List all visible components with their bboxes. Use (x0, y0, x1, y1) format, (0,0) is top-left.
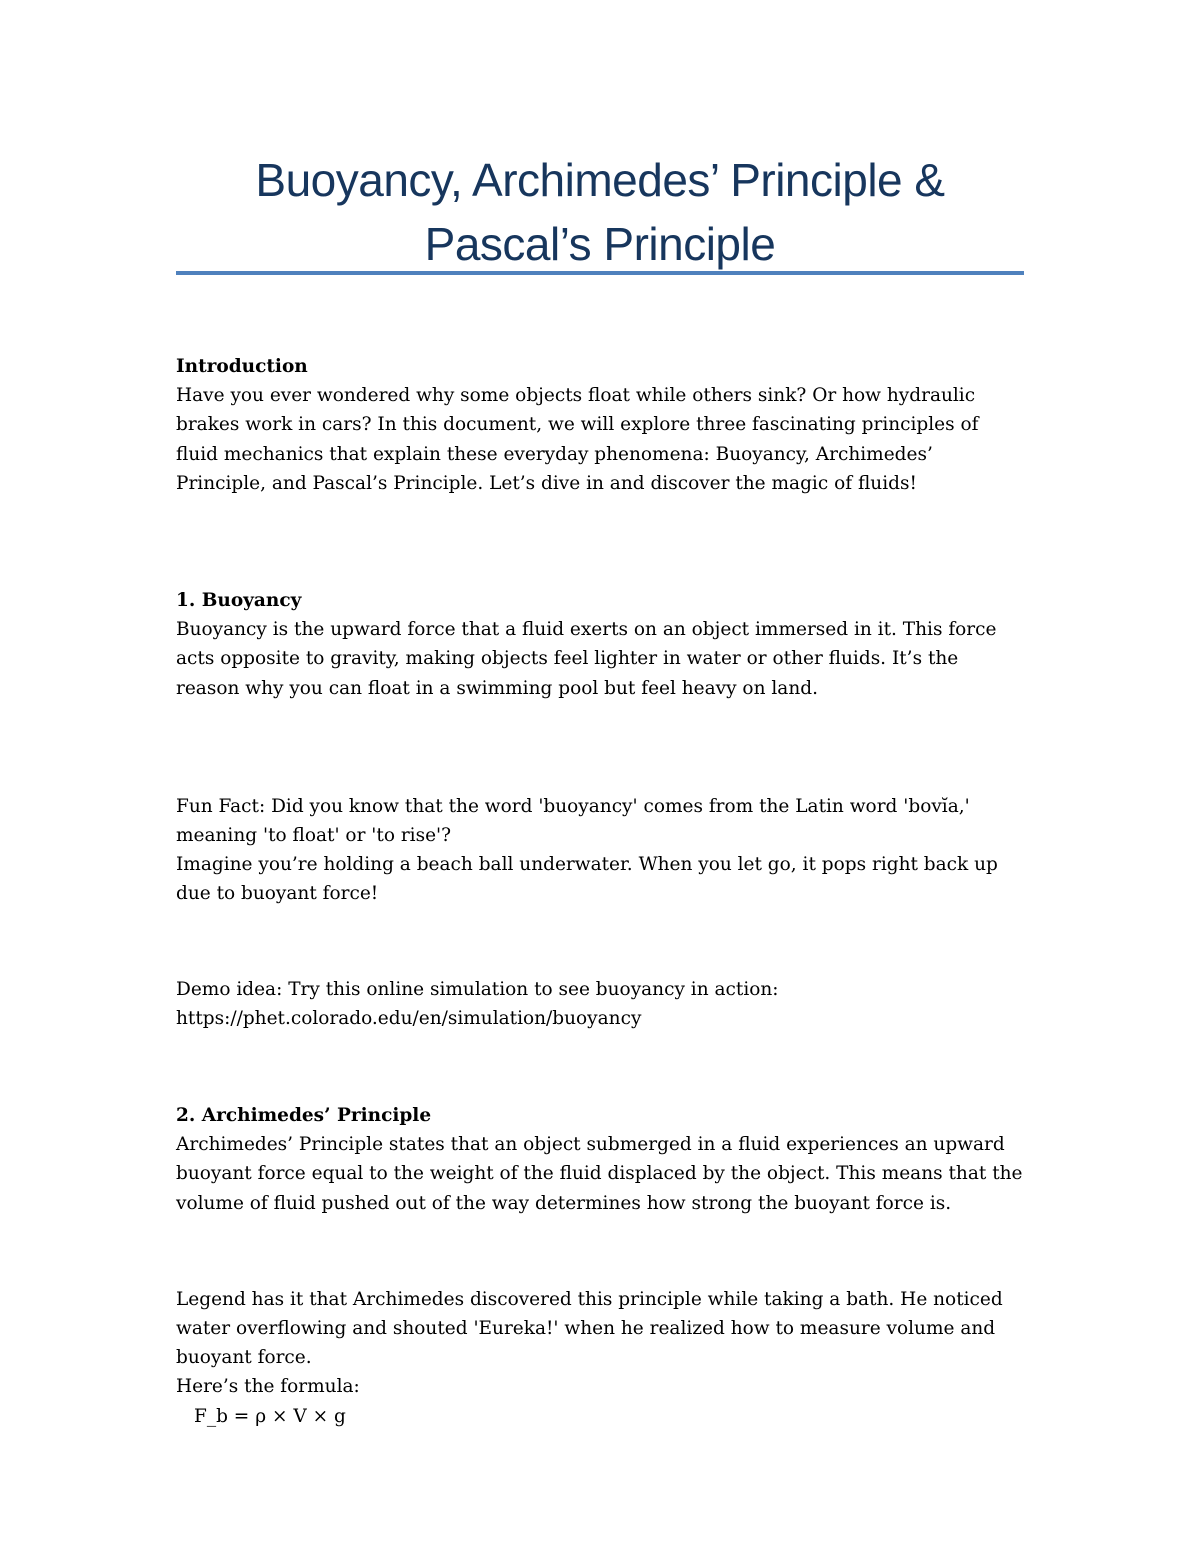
beach-ball-example: Imagine you’re holding a beach ball underwater. When you let go, it pops right back up due to buoyant force! (176, 854, 998, 905)
document-title (176, 148, 1024, 276)
introduction-paragraph: Have you ever wondered why some objects float while others sink? Or how hydraulic brakes work in cars? In this document, we will explore three fascinating principles of fluid mechanics that explain these everyday phenomena: Buoyancy, Archimedes’ Principle, and Pascal’s Principle. Let’s dive in and discover the magic of fluids! (176, 385, 979, 494)
introduction-section (176, 352, 1024, 498)
buoyant-force-formula: F_b = ρ × V × g (194, 1405, 346, 1427)
simulation-link[interactable]: https://phet.colorado.edu/en/simulation/buoyancy (176, 1007, 642, 1029)
buoyancy-section (176, 586, 1024, 1033)
archimedes-paragraph: Archimedes’ Principle states that an object submerged in a fluid experiences an upward buoyant force equal to the weight of the fluid displaced by the object. This means that the volume of fluid pushed out of the way determines how strong the buoyant force is. (176, 1134, 1023, 1214)
title-underline-rule (176, 271, 1024, 275)
buoyancy-heading: 1. Buoyancy (176, 590, 302, 612)
document-body (176, 352, 1024, 1431)
archimedes-heading: 2. Archimedes’ Principle (176, 1105, 432, 1127)
introduction-heading: Introduction (176, 356, 308, 377)
title-line-2: Pascal’s Principle (424, 218, 776, 270)
formula-intro: Here’s the formula: (176, 1376, 360, 1398)
title-line-1: Buoyancy, Archimedes’ Principle & (255, 154, 945, 206)
buoyancy-paragraph: Buoyancy is the upward force that a fluid exerts on an object immersed in it. This force acts opposite to gravity, making objects feel lighter in water or other fluids. It’s the reason why you can float in a swimming pool but feel heavy on land. (176, 619, 997, 699)
archimedes-section (176, 1101, 1024, 1431)
demo-idea-label: Demo idea: Try this online simulation to see buoyancy in action: (176, 978, 779, 1000)
eureka-legend-paragraph: Legend has it that Archimedes discovered this principle while taking a bath. He noticed water overflowing and shouted 'Eureka!' when he realized how to measure volume and buoyant force. (176, 1288, 1003, 1369)
fun-fact-paragraph: Fun Fact: Did you know that the word 'buoyancy' comes from the Latin word 'bovĭa,' meaning 'to float' or 'to rise'? (176, 795, 970, 847)
